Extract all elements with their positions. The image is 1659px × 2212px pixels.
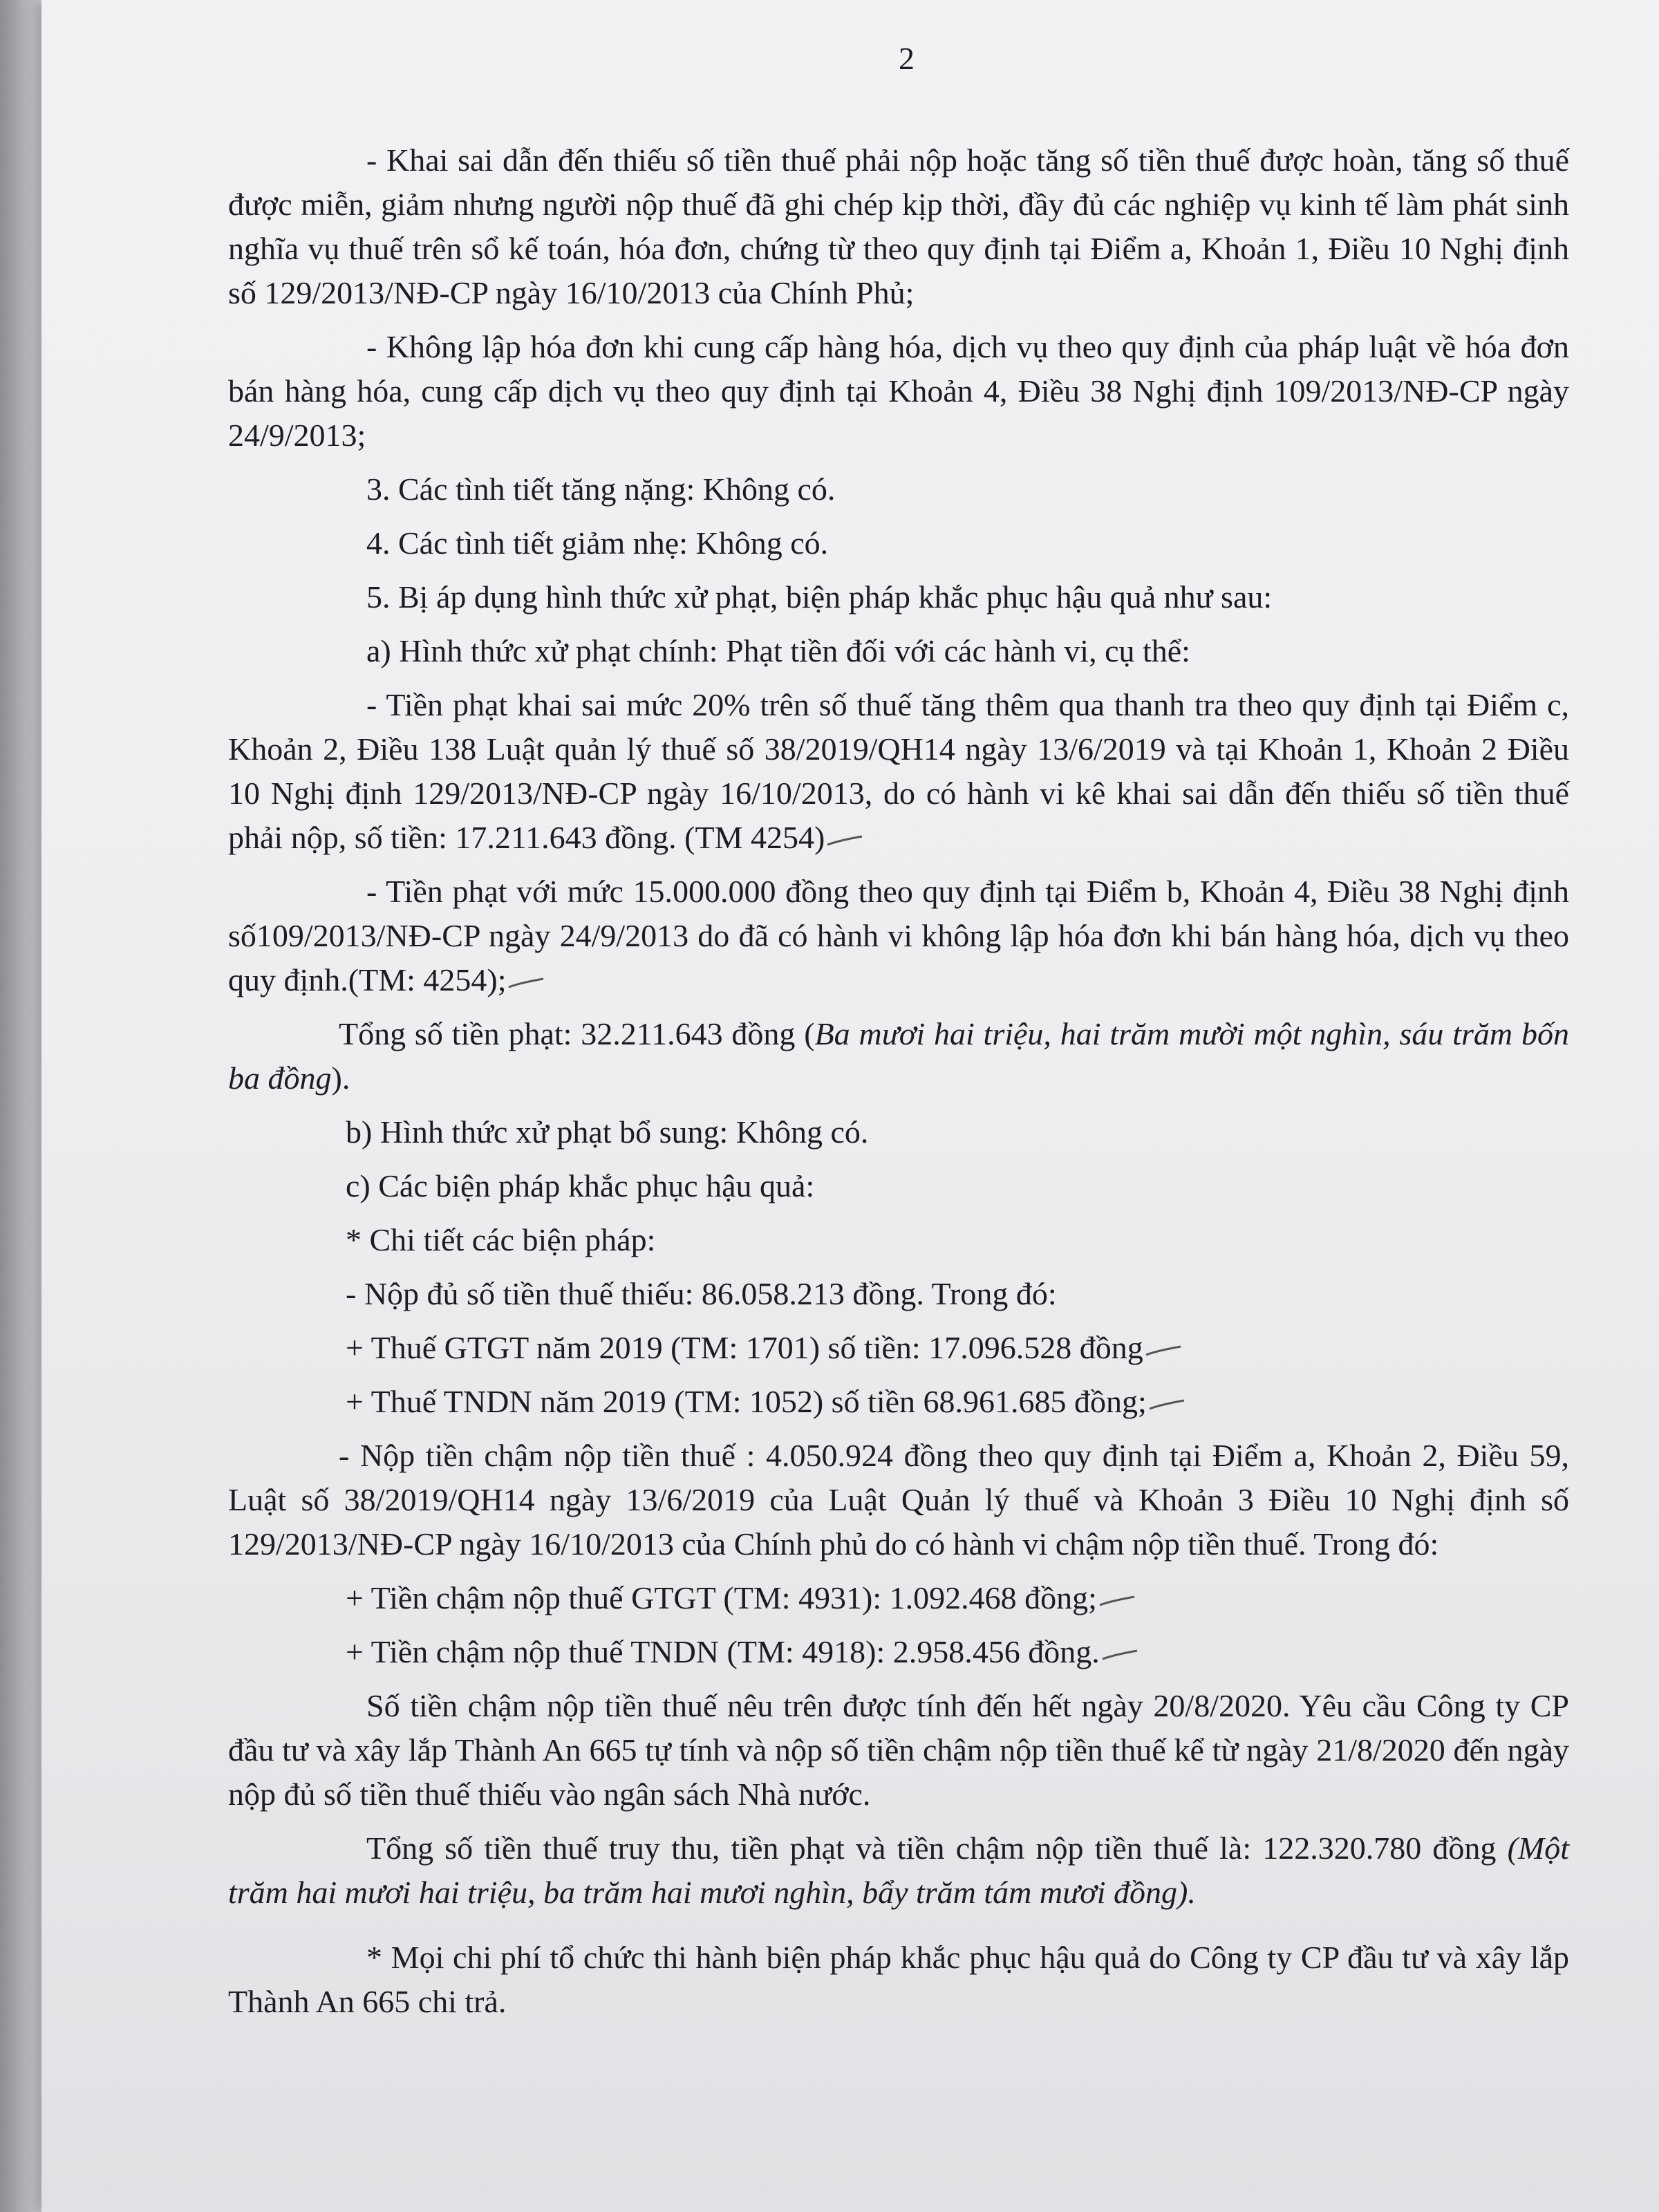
total-penalty-words: Ba mươi hai triệu, hai trăm mười một nghìn, sáu trăm bốn ba đồng (228, 1016, 1569, 1096)
page-number: 2 (899, 41, 915, 76)
paragraph-total-penalty (228, 1012, 1569, 1100)
paragraph-false-declaration: - Khai sai dẫn đến thiếu số tiền thuế phải nộp hoặc tăng số tiền thuế được hoàn, tăng số thuế được miễn, giảm nhưng người nộp thuế đã ghi chép kịp thời, đầy đủ các nghiệp vụ kinh tế làm phát sinh nghĩa vụ thuế trên sổ kế toán, hóa đơn, chứng từ theo quy định tại Điểm a, Khoản 1, Điều 10 Nghị định số 129/2013/NĐ-CP ngày 16/10/2013 của Chính Phủ; (228, 142, 1569, 310)
check-mark-icon (825, 834, 866, 847)
paragraph-late-cit (228, 1630, 1569, 1674)
cit-2019-text: + Thuế TNDN năm 2019 (TM: 1052) số tiền 68.961.685 đồng; (346, 1384, 1147, 1419)
check-mark-icon (506, 976, 547, 990)
total-penalty-tail: ). (331, 1060, 350, 1096)
penalty-20pct-text: - Tiền phạt khai sai mức 20% trên số thuế tăng thêm qua thanh tra theo quy định tại Điểm c, Khoản 2, Điều 138 Luật quản lý thuế số 38/2019/QH14 ngày 13/6/2019 và tại Khoản 1, Khoản 2 Điều 10 Nghị định 129/2013/NĐ-CP ngày 16/10/2013, do có hành vi kê khai sai dẫn đến thiếu số tiền thuế phải nộp, số tiền: 17.211.643 đồng. (TM 4254) (228, 687, 1569, 855)
paragraph-main-sanction: a) Hình thức xử phạt chính: Phạt tiền đối với các hành vi, cụ thể: (366, 633, 1190, 668)
paragraph-pay-tax-shortfall: - Nộp đủ số tiền thuế thiếu: 86.058.213 đồng. Trong đó: (346, 1276, 1057, 1311)
late-cit-text: + Tiền chậm nộp thuế TNDN (TM: 4918): 2.958.456 đồng. (346, 1634, 1100, 1669)
penalty-15m-text: - Tiền phạt với mức 15.000.000 đồng theo quy định tại Điểm b, Khoản 4, Điều 38 Nghị định số109/2013/NĐ-CP ngày 24/9/2013 do đã có hành vi không lập hóa đơn khi bán hàng hóa, dịch vụ theo quy định.(TM: 4254); (228, 874, 1569, 997)
paragraph-no-invoice: - Không lập hóa đơn khi cung cấp hàng hóa, dịch vụ theo quy định của pháp luật về hóa đơn bán hàng hóa, cung cấp dịch vụ theo quy định tại Khoản 4, Điều 38 Nghị định 109/2013/NĐ-CP ngày 24/9/2013; (228, 329, 1569, 453)
paragraph-remedies: c) Các biện pháp khắc phục hậu quả: (346, 1168, 815, 1203)
total-penalty-lead: Tổng số tiền phạt: 32.211.643 đồng ( (339, 1016, 815, 1051)
grand-total-words: (Một trăm hai mươi hai triệu, ba trăm hai mươi nghìn, bẩy trăm tám mươi đồng). (228, 1830, 1569, 1910)
paragraph-additional-sanction: b) Hình thức xử phạt bổ sung: Không có. (346, 1114, 869, 1150)
document-page (41, 0, 1659, 2212)
paragraph-grand-total (228, 1826, 1569, 1915)
paragraph-cit-2019 (228, 1380, 1569, 1424)
check-mark-icon (1147, 1398, 1188, 1412)
paragraph-late-vat (228, 1576, 1569, 1620)
paragraph-late-calculation: Số tiền chậm nộp tiền thuế nêu trên được tính đến hết ngày 20/8/2020. Yêu cầu Công ty CP đầu tư và xây lắp Thành An 665 tự tính và nộp số tiền chậm nộp tiền thuế kể từ ngày 21/8/2020 đến ngày nộp đủ số tiền thuế thiếu vào ngân sách Nhà nước. (228, 1688, 1569, 1812)
check-mark-icon (1100, 1648, 1141, 1662)
paragraph-aggravating: 3. Các tình tiết tăng nặng: Không có. (366, 471, 836, 507)
late-vat-text: + Tiền chậm nộp thuế GTGT (TM: 4931): 1.092.468 đồng; (346, 1580, 1097, 1615)
vat-2019-text: + Thuế GTGT năm 2019 (TM: 1701) số tiền: 17.096.528 đồng (346, 1330, 1143, 1365)
paragraph-late-payment: - Nộp tiền chậm nộp tiền thuế : 4.050.924 đồng theo quy định tại Điểm a, Khoản 2, Điều 59, Luật số 38/2019/QH14 ngày 13/6/2019 của Luật Quản lý thuế và Khoản 3 Điều 10 Nghị định số 129/2013/NĐ-CP ngày 16/10/2013 của Chính phủ do có hành vi chậm nộp tiền thuế. Trong đó: (228, 1438, 1569, 1562)
paragraph-sanctions: 5. Bị áp dụng hình thức xử phạt, biện pháp khắc phục hậu quả như sau: (366, 579, 1273, 615)
paragraph-remedy-details: * Chi tiết các biện pháp: (346, 1222, 656, 1257)
document-body (228, 138, 1569, 2024)
paragraph-penalty-15m (228, 870, 1569, 1002)
paragraph-mitigating: 4. Các tình tiết giảm nhẹ: Không có. (366, 525, 829, 561)
paragraph-vat-2019 (228, 1326, 1569, 1370)
grand-total-lead: Tổng số tiền thuế truy thu, tiền phạt và tiền chậm nộp tiền thuế là: 122.320.780 đồng (366, 1830, 1508, 1866)
paragraph-costs: * Mọi chi phí tổ chức thi hành biện pháp khắc phục hậu quả do Công ty CP đầu tư và xây lắp Thành An 665 chi trả. (228, 1940, 1569, 2019)
check-mark-icon (1097, 1594, 1138, 1608)
check-mark-icon (1143, 1344, 1185, 1358)
paragraph-penalty-20pct (228, 683, 1569, 860)
page-edge-shadow (0, 0, 41, 2212)
